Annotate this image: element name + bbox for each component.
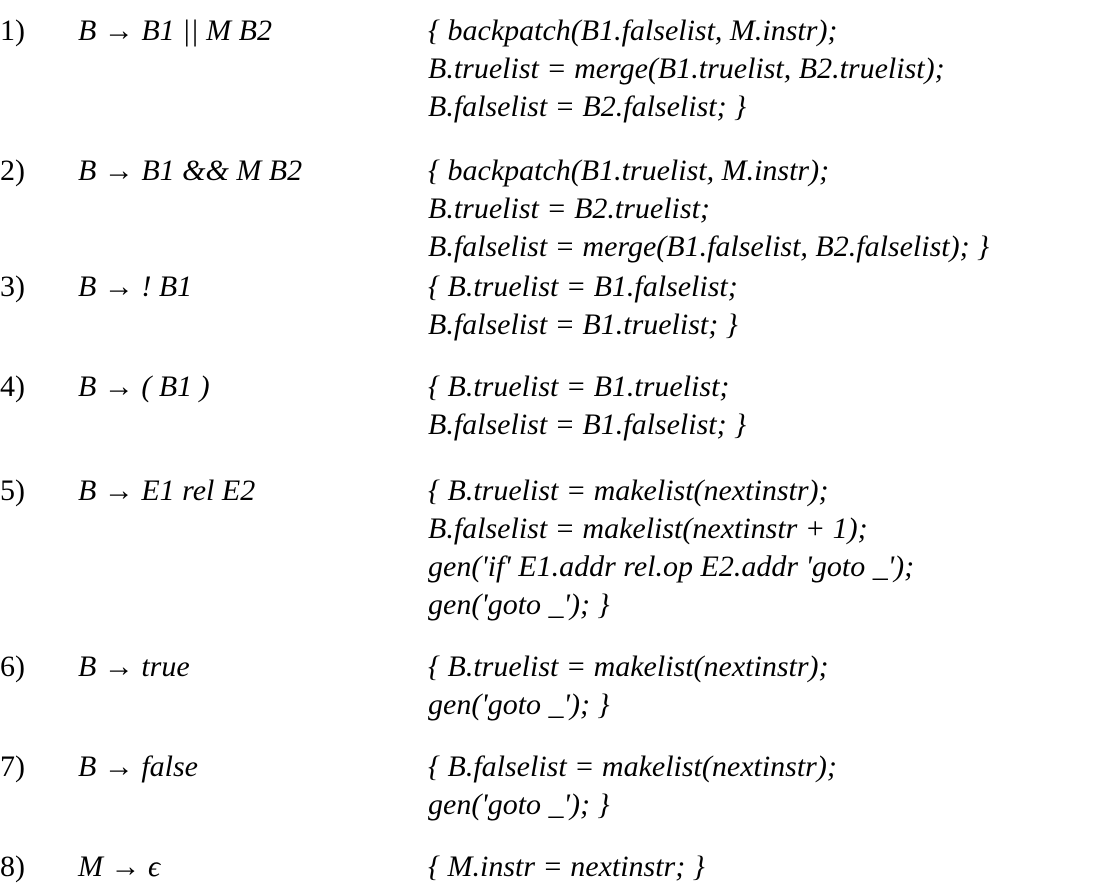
production: B → ( B1 ) — [78, 370, 210, 403]
action-line: { B.falselist = makelist(nextinstr); — [428, 750, 837, 783]
semantic-actions — [428, 152, 989, 266]
action-line: gen('goto _'); } — [428, 788, 610, 821]
rule-number: 2) — [0, 154, 25, 187]
action-line: B.falselist = B1.truelist; } — [428, 308, 738, 341]
action-line: B.truelist = B2.truelist; — [428, 192, 710, 225]
action-line: { backpatch(B1.falselist, M.instr); — [428, 14, 838, 47]
action-line: { B.truelist = B1.falselist; — [428, 270, 738, 303]
action-line: { B.truelist = B1.truelist; — [428, 370, 730, 403]
production: B → false — [78, 750, 198, 783]
action-line: { B.truelist = makelist(nextinstr); — [428, 474, 829, 507]
production: B → B1 || M B2 — [78, 14, 272, 47]
semantic-actions — [428, 268, 738, 344]
semantic-actions — [428, 748, 837, 824]
action-line: B.falselist = merge(B1.falselist, B2.falselist); } — [428, 230, 990, 263]
rule-number: 7) — [0, 750, 25, 783]
production: B → true — [78, 650, 190, 683]
action-line: B.falselist = B1.falselist; } — [428, 408, 747, 441]
production: B → ! B1 — [78, 270, 193, 303]
production: B → B1 && M B2 — [78, 154, 303, 187]
action-line: { M.instr = nextinstr; } — [428, 850, 705, 883]
action-line: gen('goto _'); } — [428, 688, 610, 721]
action-line: gen('if' E1.addr rel.op E2.addr 'goto _'); — [428, 550, 915, 583]
rule-number: 4) — [0, 370, 25, 403]
rule-number: 3) — [0, 270, 25, 303]
semantic-actions — [428, 648, 829, 724]
production: B → E1 rel E2 — [78, 474, 256, 507]
semantic-actions — [428, 12, 945, 126]
semantic-actions — [428, 848, 705, 886]
rule-number: 1) — [0, 14, 25, 47]
action-line: { backpatch(B1.truelist, M.instr); — [428, 154, 830, 187]
action-line: { B.truelist = makelist(nextinstr); — [428, 650, 829, 683]
rule-number: 5) — [0, 474, 25, 507]
action-line: B.truelist = merge(B1.truelist, B2.truelist); — [428, 52, 945, 85]
action-line: B.falselist = B2.falselist; } — [428, 90, 747, 123]
semantic-actions — [428, 472, 914, 624]
rule-number: 6) — [0, 650, 25, 683]
action-line: B.falselist = makelist(nextinstr + 1); — [428, 512, 868, 545]
action-line: gen('goto _'); } — [428, 588, 610, 621]
semantic-actions — [428, 368, 746, 444]
rule-number: 8) — [0, 850, 25, 883]
production: M → ϵ — [78, 850, 161, 883]
